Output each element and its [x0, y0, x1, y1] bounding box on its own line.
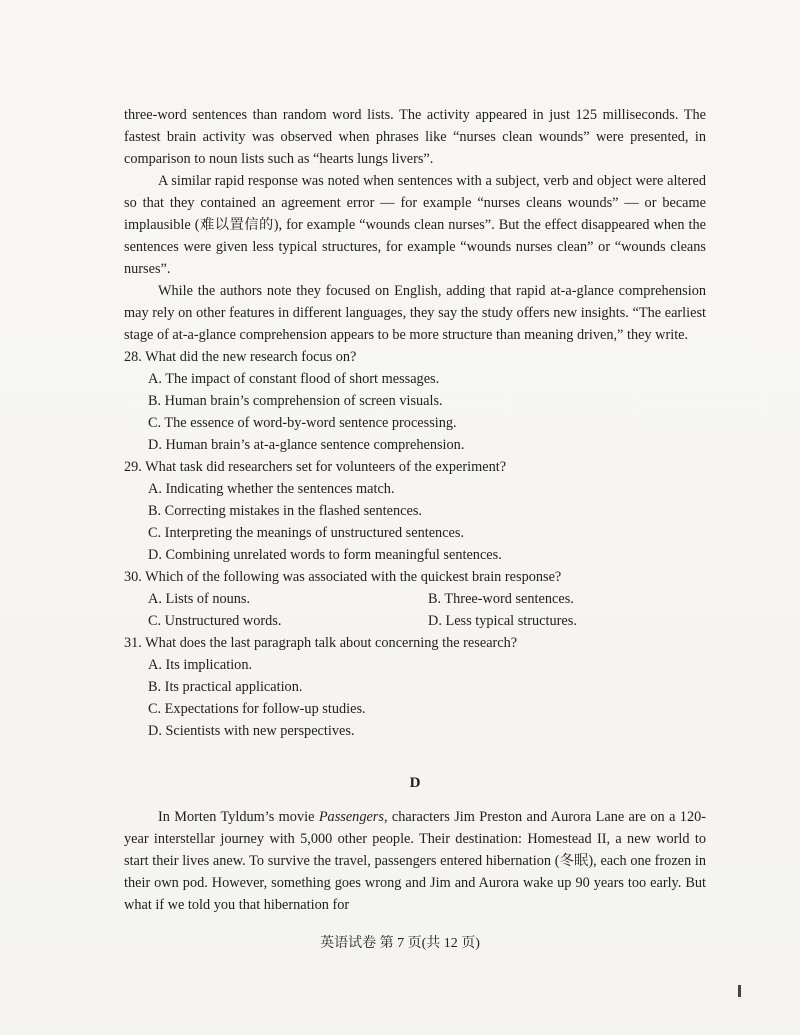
question-stem: 31. What does the last paragraph talk about concerning the research? [124, 635, 518, 651]
option-c: C. The essence of word-by-word sentence processing. [148, 415, 457, 431]
option-b: B. Three-word sentences. [428, 591, 574, 607]
question-31 [124, 632, 706, 742]
option-c: C. Unstructured words. [148, 613, 282, 629]
options-grid [148, 588, 706, 632]
option-b: B. Human brain’s comprehension of screen visuals. [148, 393, 443, 409]
reading-passage [124, 104, 706, 916]
paragraph-text: In Morten Tyldum’s movie [158, 809, 319, 825]
option-a: A. Lists of nouns. [148, 591, 251, 607]
option-c: C. Expectations for follow-up studies. [148, 701, 366, 717]
option-b: B. Correcting mistakes in the flashed sentences. [148, 503, 422, 519]
movie-title: Passengers [318, 809, 384, 825]
section-heading: D [409, 775, 421, 791]
passage-paragraph: While the authors note they focused on English, adding that rapid at-a-glance comprehension may rely on other features in different languages, they say the study offers new insights. “The earliest stage of at-a-glance comprehension appears to be more structure than meaning driven,” they write. [124, 283, 706, 343]
option-d: D. Combining unrelated words to form meaningful sentences. [148, 547, 502, 563]
passage-paragraph: three-word sentences than random word lists. The activity appeared in just 125 milliseconds. The fastest brain activity was observed when phrases like “nurses clean wounds” were presented, in comparison to noun lists such as “hearts lungs livers”. [124, 107, 706, 167]
question-29 [124, 456, 706, 566]
option-b: B. Its practical application. [148, 679, 303, 695]
option-a: A. Its implication. [148, 657, 253, 673]
paragraph-text: , characters Jim Preston and Aurora Lane are on a 120-year interstellar journey with 5,000 other people. Their destination: Homestead II, a new world to start their lives anew. To survive the travel, passengers entered hibernation (冬眠), each one frozen in their own pod. However, something goes wrong and Jim and Aurora wake up 90 years too early. But what if we told you that hibernation for [124, 809, 706, 913]
question-stem: 29. What task did researchers set for volunteers of the experiment? [124, 459, 507, 475]
passage-paragraph [124, 806, 706, 916]
question-30 [124, 566, 706, 632]
option-d: D. Scientists with new perspectives. [148, 723, 355, 739]
option-a: A. The impact of constant flood of short messages. [148, 371, 440, 387]
option-a: A. Indicating whether the sentences match. [148, 481, 395, 497]
question-stem: 28. What did the new research focus on? [124, 349, 357, 365]
passage-paragraph: A similar rapid response was noted when sentences with a subject, verb and object were altered so that they contained an agreement error — for example “nurses cleans wounds” — or became implausible (难以置信的), for example “wounds clean nurses”. But the effect disappeared when the sentences were given less typical structures, for example “wounds nurses clean” or “wounds cleans nurses”. [124, 173, 706, 277]
option-d: D. Human brain’s at-a-glance sentence comprehension. [148, 437, 465, 453]
question-stem: 30. Which of the following was associated with the quickest brain response? [124, 569, 562, 585]
option-c: C. Interpreting the meanings of unstructured sentences. [148, 525, 465, 541]
page-footer: 英语试卷 第 7 页(共 12 页) [320, 936, 480, 951]
option-d: D. Less typical structures. [428, 613, 577, 629]
question-28 [124, 346, 706, 456]
scan-edge-mark [738, 985, 741, 997]
